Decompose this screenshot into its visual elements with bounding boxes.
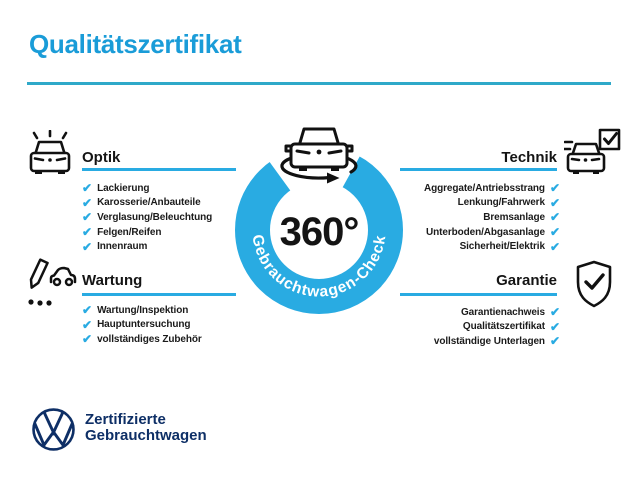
check-icon: ✔ [82,332,93,347]
checklist-item [424,225,560,240]
check-icon: ✔ [82,303,93,318]
checklist-item [82,210,212,225]
checklist-item-label: Innenraum [97,241,148,253]
checklist-item [82,332,202,347]
shield-check-icon [574,260,614,310]
checklist-item [434,305,560,320]
checklist-item [424,239,560,254]
check-icon: ✔ [549,225,560,240]
brand-line-1: Zertifizierte [85,411,166,428]
underline-wartung [82,293,236,296]
check-icon: ✔ [82,181,93,196]
check-icon: ✔ [82,317,93,332]
check-icon: ✔ [549,210,560,225]
checklist-item-label: Felgen/Reifen [97,226,162,238]
section-title-optik: Optik [82,149,121,166]
check-icon: ✔ [82,239,93,254]
checklist-item-label: Lenkung/Fahrwerk [457,197,545,209]
checklist-item-label: Bremsanlage [483,211,545,223]
checklist-item-label: Verglasung/Beleuchtung [97,211,213,223]
underline-technik [400,168,557,171]
checklist-item-label: Qualitätszertifikat [462,321,545,333]
checklist-item-label: vollständige Unterlagen [433,335,545,347]
checklist-item-label: Karosserie/Anbauteile [97,197,201,209]
checklist-item [434,320,560,335]
ring-label: Gebrauchtwagen-Check [248,233,390,301]
section-title-wartung: Wartung [82,272,143,289]
checklist-optik [82,181,212,254]
check-icon: ✔ [82,225,93,240]
checklist-item [82,318,202,333]
checklist-item-label: Aggregate/Antriebsstrang [423,182,545,194]
brand-line-2: Gebrauchtwagen [85,427,207,444]
360-check-graphic [225,118,415,320]
check-icon: ✔ [549,239,560,254]
underline-garantie [400,293,557,296]
checklist-item [82,239,212,254]
page-title: Qualitätszertifikat [29,29,242,59]
checklist-item-label: Garantienachweis [460,306,545,318]
car-checkbox-icon [564,128,622,178]
checklist-item-label: Hauptuntersuchung [97,319,191,331]
degree-label: 360° [279,210,359,254]
checklist-item-label: Unterboden/Abgasanlage [426,226,545,238]
underline-optik [82,168,236,171]
checklist-item [424,181,560,196]
check-icon: ✔ [549,319,560,334]
checklist-item [82,181,212,196]
check-icon: ✔ [549,305,560,320]
check-icon: ✔ [549,334,560,349]
checklist-item [82,303,202,318]
checklist-item-label: Wartung/Inspektion [97,304,189,316]
checklist-item [434,334,560,349]
checklist-garantie [434,305,560,349]
section-title-technik: Technik [501,149,557,166]
checklist-item [424,210,560,225]
inspection-pen-car-icon [24,256,78,308]
checklist-item-label: vollständiges Zubehör [97,333,202,345]
checklist-item [424,196,560,211]
check-icon: ✔ [82,210,93,225]
checklist-item [82,225,212,240]
brand-wordmark [85,412,207,444]
vw-logo [30,406,77,453]
check-icon: ✔ [82,195,93,210]
header-divider [27,82,611,85]
check-icon: ✔ [549,181,560,196]
checklist-item-label: Lackierung [97,182,150,194]
section-title-garantie: Garantie [496,272,557,289]
checklist-wartung [82,303,202,347]
car-front-shine-icon [26,130,74,178]
checklist-technik [424,181,560,254]
check-icon: ✔ [549,195,560,210]
checklist-item [82,196,212,211]
checklist-item-label: Sicherheit/Elektrik [459,241,545,253]
